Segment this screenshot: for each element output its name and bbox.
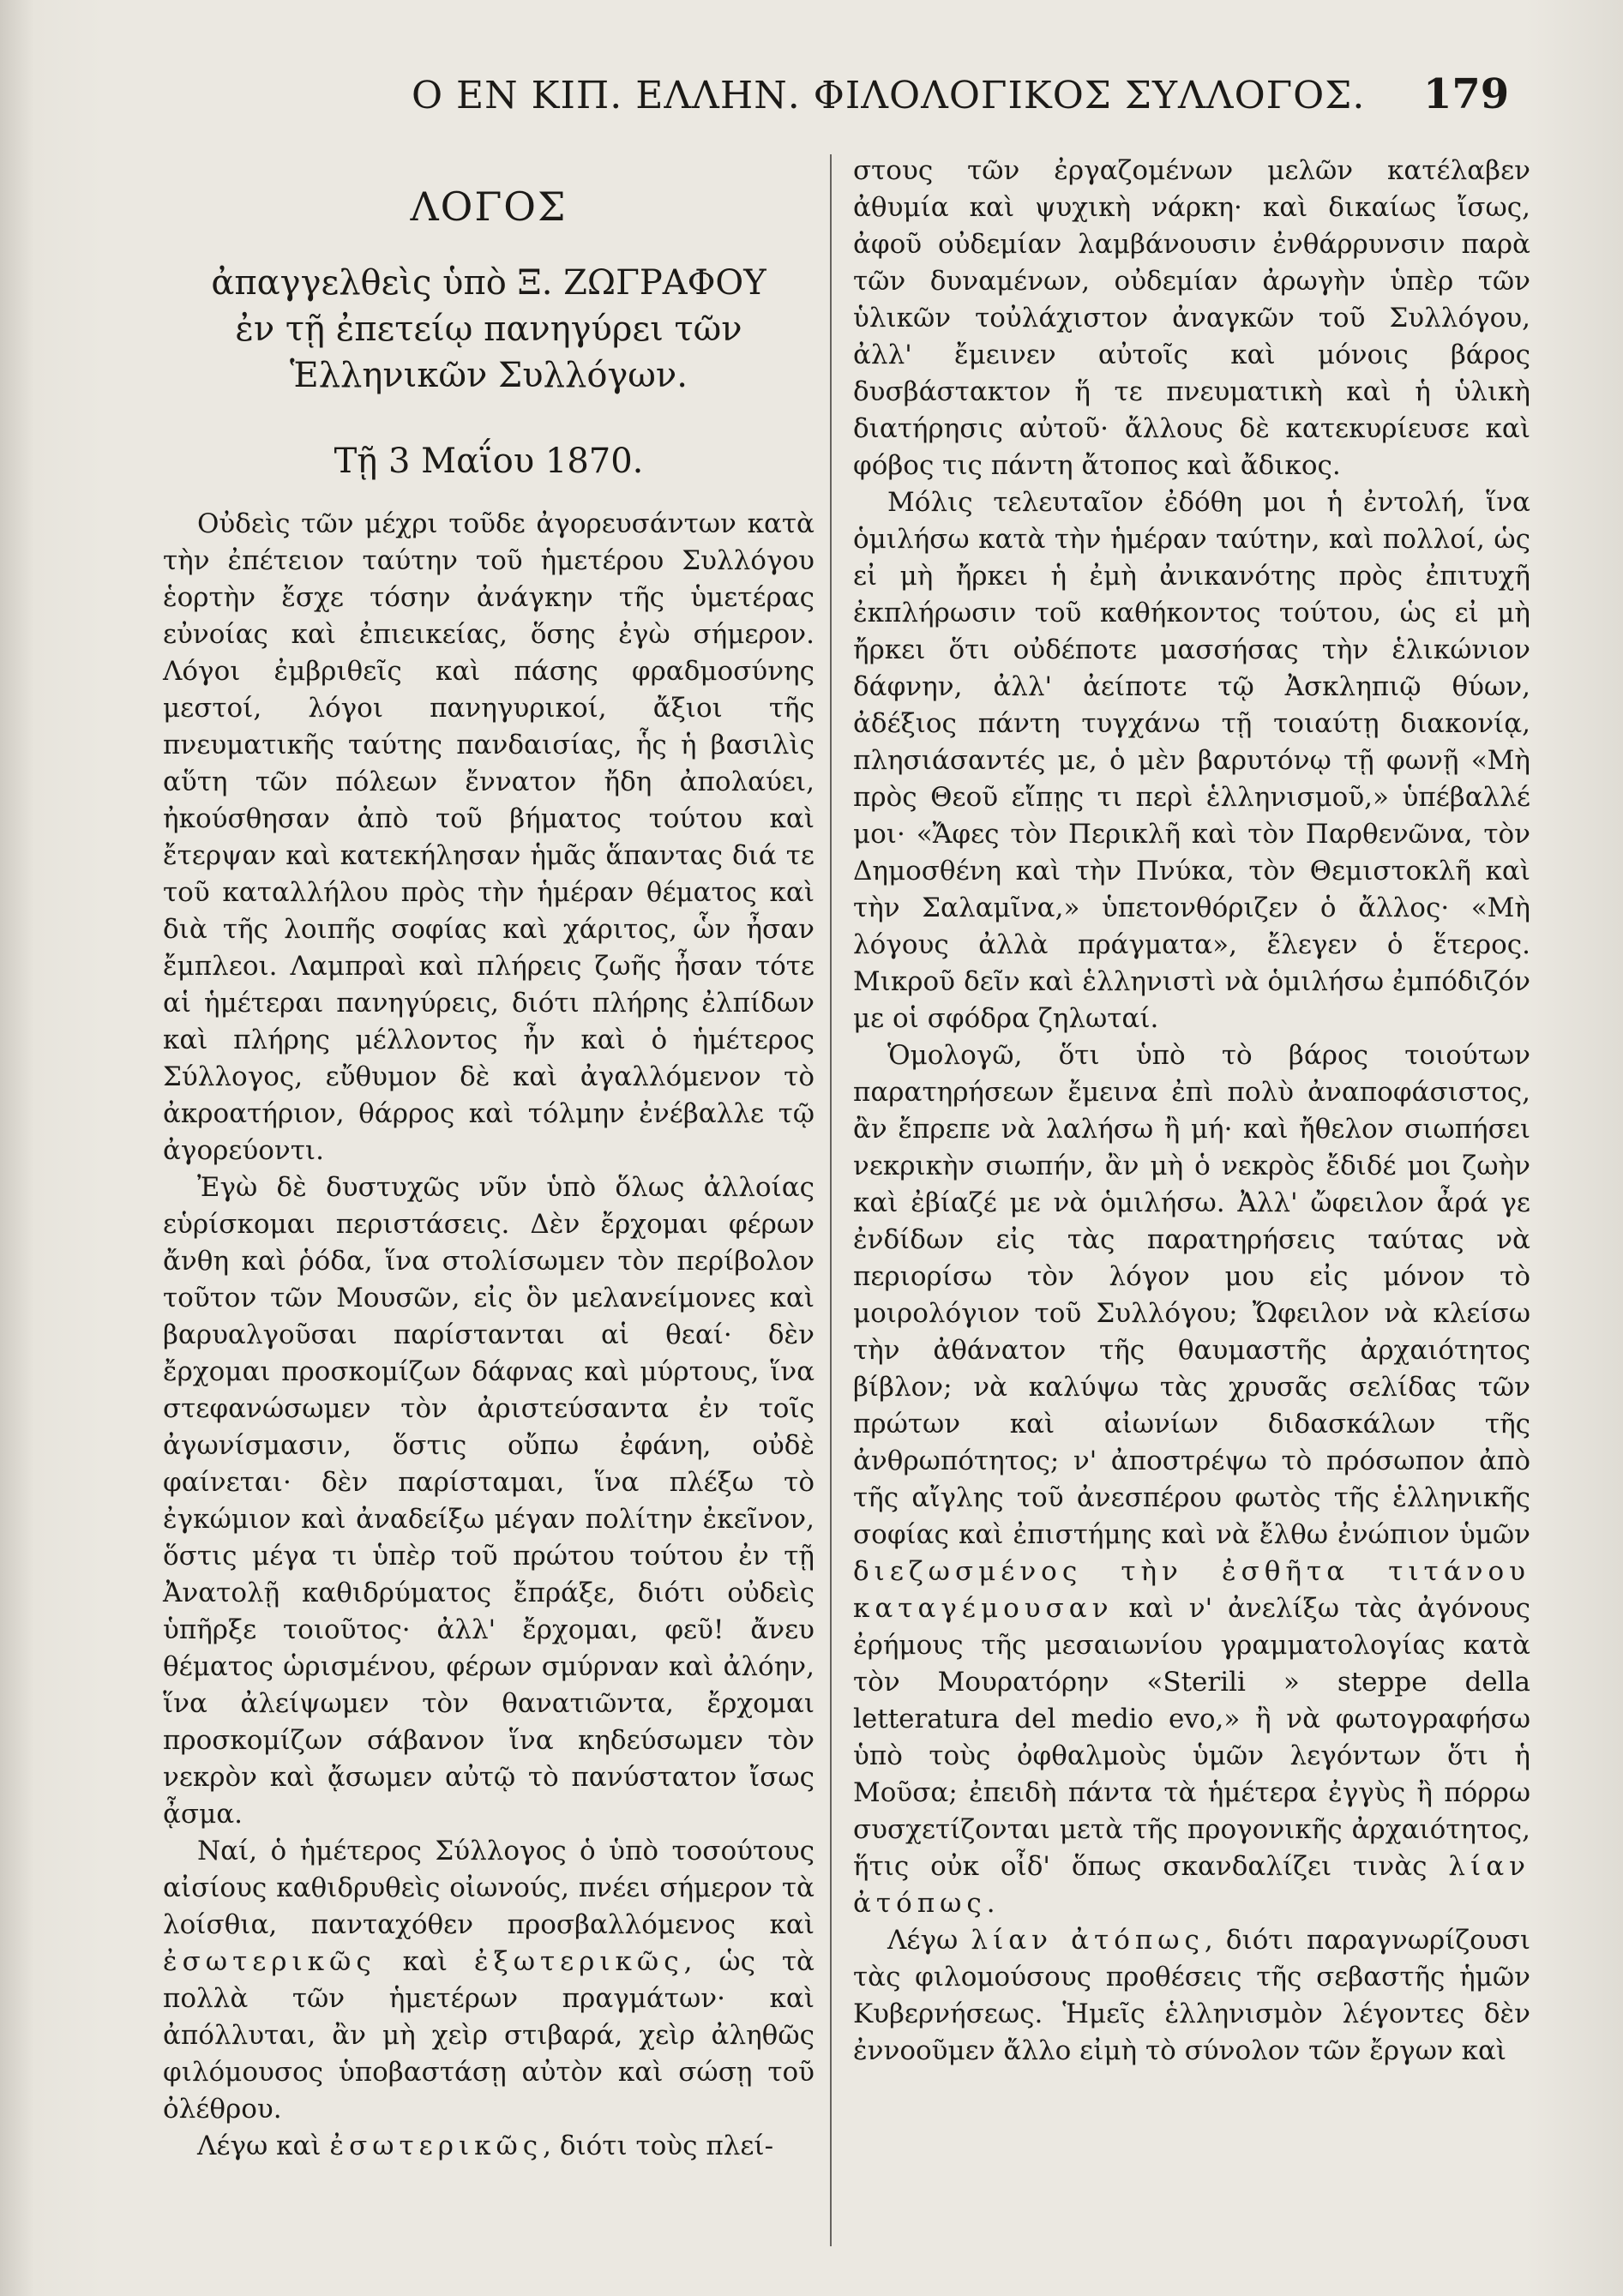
text-run: , διότι παραγνωρίζουσι τὰς φιλομούσους προθέσεις τῆς σεβαστῆς ἡμῶν Κυβερνήσεως. Ἡμεῖς ἑλληνισμὸν λέγοντες δὲν ἐννοοῦμεν ἄλλο εἰμὴ τὸ σύνολον τῶν ἔργων καὶ	[853, 1925, 1530, 2066]
text-run: καὶ	[376, 1946, 474, 1977]
text-run: Λέγω καὶ	[197, 2131, 330, 2161]
paragraph	[163, 1833, 815, 2128]
speech-subtitle-line-1: ἀπαγγελθεὶς ὑπὸ Ξ. ΖΩΓΡΑΦΟΥ	[211, 263, 766, 303]
emphasized-text: λίαν ἀτόπως	[971, 1925, 1205, 1956]
speech-subtitle-line-3: Ἑλληνικῶν Συλλόγων.	[290, 356, 688, 395]
column-divider	[830, 154, 832, 2246]
paragraph	[163, 2128, 815, 2165]
paragraph	[853, 1037, 1530, 1922]
text-run: , διότι τοὺς πλεί-	[543, 2131, 774, 2161]
paragraph	[853, 1922, 1530, 2070]
page-number: 179	[1423, 70, 1510, 118]
text-run: Λέγω	[887, 1925, 971, 1956]
text-run: Ὁμολογῶ, ὅτι ὑπὸ τὸ βάρος τοιούτων παρατηρήσεων ἔμεινα ἐπὶ πολὺ ἀναποφάσιστος, ἂν ἔπρεπε νὰ λαλήσω ἢ μή· καὶ ἤθελον σιωπήσει νεκρικὴν σιωπήν, ἂν μὴ ὁ νεκρὸς ἔδιδέ μοι ζωὴν καὶ ἐβίαζέ με νὰ ὁμιλήσω. Ἀλλ' ὤφειλον ἆρά γε ἐνδίδων εἰς τὰς παρατηρήσεις ταύτας νὰ περιορίσω τὸν λόγον μου εἰς μόνον τὸ μοιρολόγιον τοῦ Συλλόγου; Ὤφειλον νὰ κλείσω τὴν ἀθάνατον τῆς θαυμαστῆς ἀρχαιότητος βίβλον; νὰ καλύψω τὰς χρυσᾶς σελίδας τῶν πρώτων καὶ αἰωνίων διδασκάλων τῆς ἀνθρωπότητος; ν' ἀποστρέψω τὸ πρόσωπον ἀπὸ τῆς αἴγλης τοῦ ἀνεσπέρου φωτὸς τῆς ἑλληνικῆς σοφίας καὶ ἐπιστήμης καὶ νὰ ἔλθω ἐνώπιον ὑμῶν	[853, 1040, 1530, 1550]
emphasized-text: διεζωσμένος τὴν ἐσθῆτα τιτάνου καταγέμουσαν	[853, 1556, 1530, 1624]
emphasized-text: ἐσωτερικῶς	[329, 2131, 544, 2161]
text-run: καὶ ν' ἀνελίξω τὰς ἀγόνους ἐρήμους τῆς μεσαιωνίου γραμματολογίας κατὰ τὸν Μουρατόρην «Sterili » steppe della letteratura del medio evo,» ἢ νὰ φωτογραφήσω ὑπὸ τοὺς ὀφθαλμοὺς ὑμῶν λεγόντων ὅτι ἡ Μοῦσα; ἐπειδὴ πάντα τὰ ἡμέτερα ἐγγὺς ἢ πόρρω συσχετίζονται μετὰ τῆς προγονικῆς ἀρχαιότητος, ἥτις οὐκ οἶδ' ὅπως σκανδαλίζει τινὰς	[853, 1593, 1530, 1882]
text-run: .	[986, 1888, 995, 1919]
paragraph: στους τῶν ἐργαζομένων μελῶν κατέλαβεν ἀθυμία καὶ ψυχικὴ νάρκη· καὶ δικαίως ἴσως, ἀφοῦ οὐδεμίαν λαμβάνουσιν ἐνθάρρυνσιν παρὰ τῶν δυναμένων, οὐδεμίαν ἀρωγὴν ὑπὲρ τῶν ὑλικῶν τοὐλάχιστον ἀναγκῶν τοῦ Συλλόγου, ἀλλ' ἔμεινεν αὐτοῖς καὶ μόνοις βάρος δυσβάστακτον ἥ τε πνευματικὴ καὶ ἡ ὑλικὴ διατήρησις αὐτοῦ· ἄλλους δὲ κατεκυρίευσε καὶ φόβος τις πάντη ἄτοπος καὶ ἄδικος.	[853, 155, 1530, 481]
emphasized-text: λίαν ἀτόπως	[853, 1851, 1530, 1919]
paragraph: Οὐδεὶς τῶν μέχρι τοῦδε ἀγορευσάντων κατὰ τὴν ἐπέτειον ταύτην τοῦ ἡμετέρου Συλλόγου ἑορτὴν ἔσχε τόσην ἀνάγκην τῆς ὑμετέρας εὐνοίας καὶ ἐπιεικείας, ὅσης ἐγὼ σήμερον. Λόγοι ἐμβριθεῖς καὶ πάσης φραδμοσύνης μεστοί, λόγοι πανηγυρικοί, ἄξιοι τῆς πνευματικῆς ταύτης πανδαισίας, ἧς ἡ βασιλὶς αὕτη τῶν πόλεων ἔννατον ἤδη ἀπολαύει, ἠκούσθησαν ἀπὸ τοῦ βήματος τούτου καὶ ἔτερψαν καὶ κατεκήλησαν ἡμᾶς ἅπαντας διά τε τοῦ καταλλήλου πρὸς τὴν ἡμέραν θέματος καὶ διὰ τῆς λοιπῆς σοφίας καὶ χάριτος, ὧν ἦσαν ἔμπλεοι. Λαμπραὶ καὶ πλήρεις ζωῆς ἦσαν τότε αἱ ἡμέτεραι πανηγύρεις, διότι πλήρης ἐλπίδων καὶ πλήρης μέλλοντος ἦν καὶ ὁ ἡμέτερος Σύλλογος, εὔθυμον δὲ καὶ ἀγαλλόμενον τὸ ἀκροατήριον, θάρρος καὶ τόλμην ἐνέβαλλε τῷ ἀγορεύοντι.	[163, 508, 815, 1166]
text-run: , ὡς τὰ πολλὰ τῶν ἡμετέρων πραγμάτων· καὶ ἀπόλλυται, ἂν μὴ χεὶρ στιβαρά, χεὶρ ἀληθῶς φιλόμουσος ὑποβαστάσῃ αὐτὸν καὶ σώσῃ τοῦ ὀλέθρου.	[163, 1946, 815, 2125]
left-column	[163, 156, 815, 2165]
right-column	[853, 153, 1530, 2070]
running-head: Ο ΕΝ ΚΙΠ. ΕΛΛΗΝ. ΦΙΛΟΛΟΓΙΚΟΣ ΣΥΛΛΟΓΟΣ.	[412, 74, 1366, 117]
paragraph: Μόλις τελευταῖον ἐδόθη μοι ἡ ἐντολή, ἵνα ὁμιλήσω κατὰ τὴν ἡμέραν ταύτην, καὶ πολλοί, ὡς εἰ μὴ ἤρκει ἡ ἐμὴ ἀνικανότης πρὸς ἐπιτυχῆ ἐκπλήρωσιν τοῦ καθήκοντος τούτου, ὡς εἰ μὴ ἤρκει ὅτι οὐδέποτε μασσήσας τὴν ἑλικώνιον δάφνην, ἀλλ' ἀείποτε τῷ Ἀσκληπιῷ θύων, ἀδέξιος πάντη τυγχάνω τῇ τοιαύτῃ διακονίᾳ, πλησιάσαντές με, ὁ μὲν βαρυτόνῳ τῇ φωνῇ «Μὴ πρὸς Θεοῦ εἴπῃς τι περὶ ἑλληνισμοῦ,» ὑπέβαλλέ μοι· «Ἄφες τὸν Περικλῆ καὶ τὸν Παρθενῶνα, τὸν Δημοσθένη καὶ τὴν Πνύκα, τὸν Θεμιστοκλῆ καὶ τὴν Σαλαμῖνα,» ὑπετονθόριζεν ὁ ἄλλος· «Μὴ λόγους ἀλλὰ πράγματα», ἔλεγεν ὁ ἕτερος. Μικροῦ δεῖν καὶ ἑλληνιστὶ νὰ ὁμιλήσω ἐμπόδιζόν με οἱ σφόδρα ζηλωταί.	[853, 487, 1530, 1034]
speech-title-block	[163, 183, 815, 481]
speech-date: Τῇ 3 Μαΐου 1870.	[334, 442, 644, 481]
emphasized-text: ἐσωτερικῶς	[163, 1946, 376, 1977]
speech-subtitle-line-2: ἐν τῇ ἐπετείῳ πανηγύρει τῶν	[235, 310, 742, 349]
speech-heading: ΛΟΓΟΣ	[410, 183, 568, 230]
emphasized-text: ἐξωτερικῶς	[473, 1946, 684, 1977]
paragraph: Ἐγὼ δὲ δυστυχῶς νῦν ὑπὸ ὅλως ἀλλοίας εὑρίσκομαι περιστάσεις. Δὲν ἔρχομαι φέρων ἄνθη καὶ ῥόδα, ἵνα στολίσωμεν τὸν περίβολον τοῦτον τῶν Μουσῶν, εἰς ὃν μελανείμονες καὶ βαρυαλγοῦσαι παρίστανται αἱ θεαί· δὲν ἔρχομαι προσκομίζων δάφνας καὶ μύρτους, ἵνα στεφανώσωμεν τὸν ἀριστεύσαντα ἐν τοῖς ἀγωνίσμασιν, ὅστις οὔπω ἐφάνη, οὐδὲ φαίνεται· δὲν παρίσταμαι, ἵνα πλέξω τὸ ἐγκώμιον καὶ ἀναδείξω μέγαν πολίτην ἐκεῖνον, ὅστις μέγα τι ὑπὲρ τοῦ πρώτου τούτου ἐν τῇ Ἀνατολῇ καθιδρύματος ἔπράξε, διότι οὐδεὶς ὑπῆρξε τοιοῦτος· ἀλλ' ἔρχομαι, φεῦ! ἄνευ θέματος ὡρισμένου, φέρων σμύρναν καὶ ἀλόην, ἵνα ἀλείψωμεν τὸν θανατιῶντα, ἔρχομαι προσκομίζων σάβανον ἵνα κηδεύσωμεν τὸν νεκρὸν καὶ ᾄσωμεν αὐτῷ τὸ πανύστατον ἴσως ᾆσμα.	[163, 1172, 815, 1830]
page-header	[0, 67, 1623, 135]
text-run: Ναί, ὁ ἡμέτερος Σύλλογος ὁ ὑπὸ τοσούτους αἰσίους καθιδρυθεὶς οἰωνούς, πνέει σήμερον τὰ λοίσθια, πανταχόθεν προσβαλλόμενος καὶ	[163, 1836, 815, 1940]
